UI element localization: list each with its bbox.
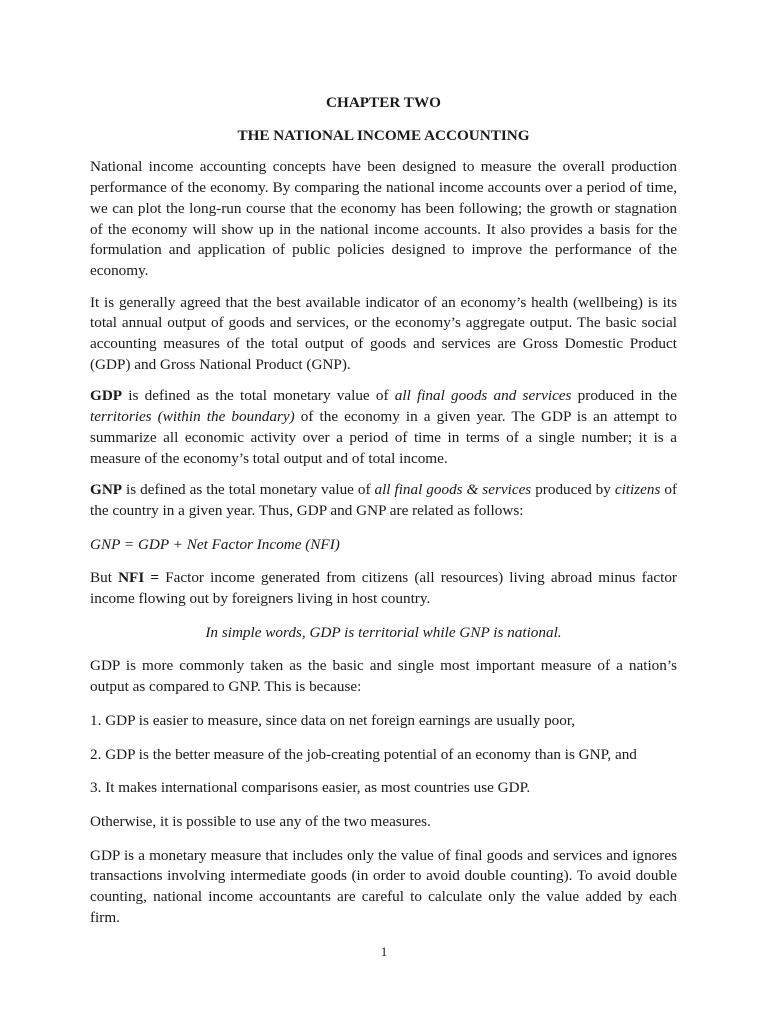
reason-3: 3. It makes international comparisons easier, as most countries use GDP. [90,779,531,797]
paragraph-indicator: It is generally agreed that the best available indicator of an economy’s health (wellbeing) is its total annual output of goods and services, or the economy’s aggregate output. The basic social accounting measures of the total output of goods and services are Gross Domestic Product (GDP) and Gross National Product (GNP). [90,293,677,373]
gnp-term: GNP [90,481,123,499]
gnp-formula: GNP = GDP + Net Factor Income (NFI) [90,535,340,553]
paragraph-intro: National income accounting concepts have been designed to measure the overall production performance of the economy. By comparing the national income accounts over a period of time, we can plot the long-run course that the economy has been following; the growth or stagnation of the economy will show up in the national income accounts. It also provides a basis for the formulation and application of public policies designed to improve the performance of the economy. [90,158,677,279]
paragraph-gdp-definition: GDP is defined as the total monetary value of all final goods and services produced in the territories (within the boundary) of the economy in a given year. The GDP is an attempt to summarize all economic activity over a period of time in terms of a single number; it is a measure of the economy’s total output and of total income. [90,387,677,467]
simple-words-statement: In simple words, GDP is territorial while GNP is national. [205,623,562,641]
paragraph-otherwise: Otherwise, it is possible to use any of the two measures. [90,812,431,830]
chapter-heading: CHAPTER TWO [326,94,441,111]
reason-2: 2. GDP is the better measure of the job-creating potential of an economy than is GNP, and [90,745,637,763]
reason-1: 1. GDP is easier to measure, since data on net foreign earnings are usually poor, [90,711,576,729]
gdp-term: GDP [90,387,123,405]
page-number: 1 [380,944,388,959]
paragraph-gdp-preferred: GDP is more commonly taken as the basic and single most important measure of a nation’s output as compared to GNP. This is because: [90,657,677,696]
paragraph-monetary-measure: GDP is a monetary measure that includes only the value of final goods and services and ignores transactions involving intermediate goods (in order to avoid double counting). To avoid double counting, national income accountants are careful to calculate only the value added by each firm. [90,846,677,926]
paragraph-gnp-definition: GNP is defined as the total monetary value of all final goods & services produced by citizens of the country in a given year. Thus, GDP and GNP are related as follows: [90,481,678,519]
chapter-title: THE NATIONAL INCOME ACCOUNTING [237,126,530,144]
nfi-term: NFI = [118,569,160,587]
paragraph-nfi: But NFI = Factor income generated from citizens (all resources) living abroad minus factor income flowing out by foreigners living in host country. [90,569,677,608]
